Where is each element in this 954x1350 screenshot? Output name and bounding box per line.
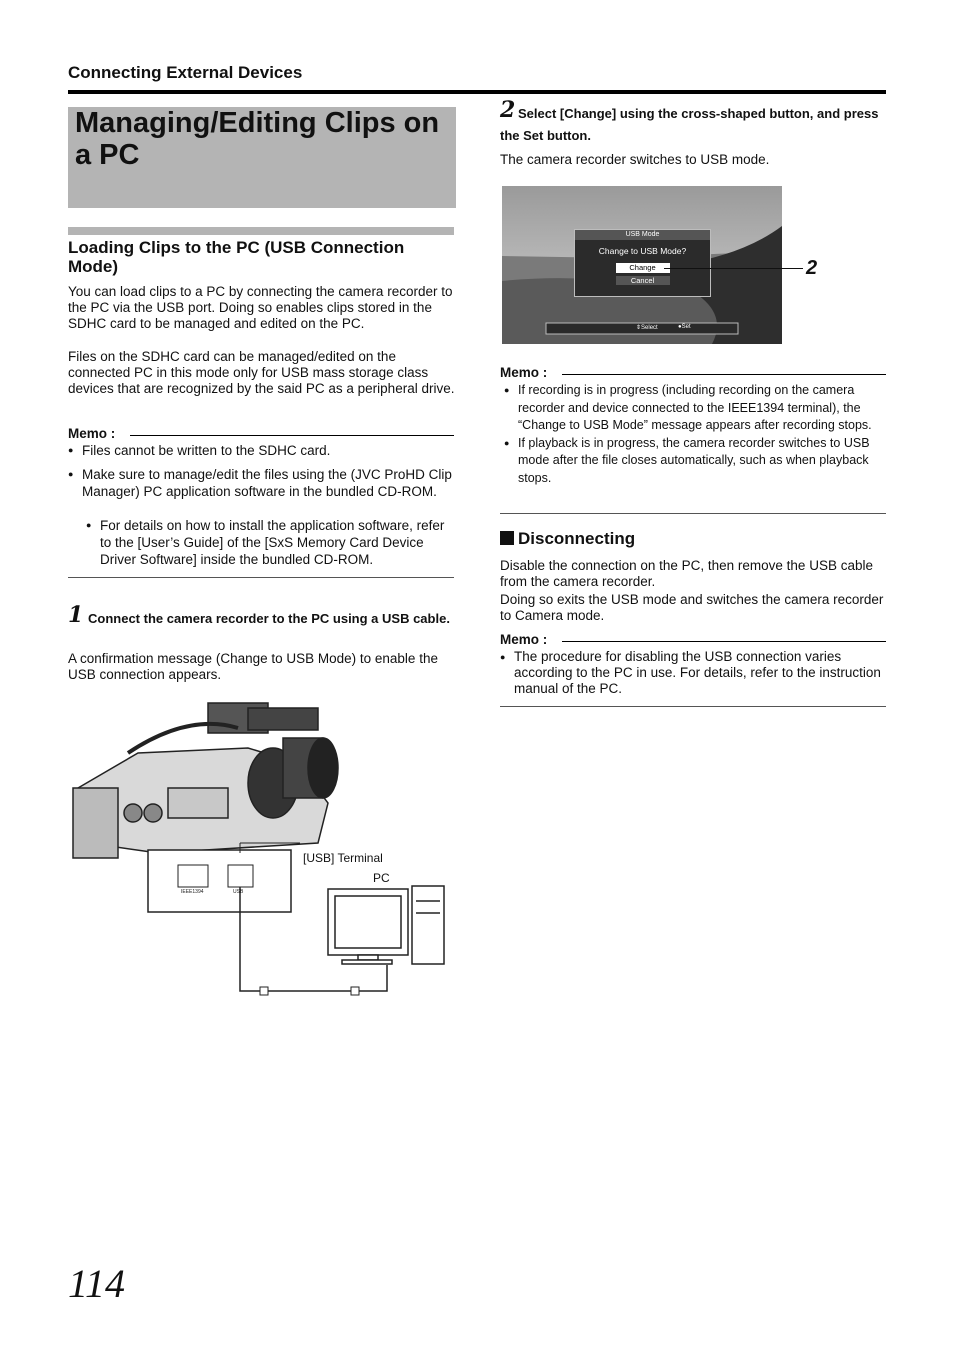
memo-list-3 [500, 649, 886, 698]
memo-rule-2 [562, 374, 886, 375]
footer-select-hint: ⇕Select [636, 325, 658, 331]
memo-label-2: Memo : [500, 365, 548, 380]
memo-end-rule-1 [68, 577, 454, 578]
disconnecting-heading: Disconnecting [518, 529, 636, 548]
memo-list-1 [68, 442, 456, 500]
page-title: Managing/Editing Clips on a PC [75, 107, 440, 171]
pc-illustration [328, 886, 444, 964]
ieee-label: IEEE1394 [181, 889, 204, 895]
step-2-description: The camera recorder switches to USB mode. [500, 152, 770, 167]
disconnect-para-1: Disable the connection on the PC, then remove the USB cable from the camera recorder. [500, 558, 873, 590]
memo-item: ● If playback is in progress, the camera recorder switches to USB mode after the file closes automatically, such as when playback stops. [504, 435, 886, 488]
page-number: 114 [68, 1261, 126, 1306]
step-1-number: 1 [68, 602, 84, 628]
square-bullet-icon [500, 531, 514, 545]
loading-heading: Loading Clips to the PC (USB Connection Mode) [68, 238, 405, 276]
memo-end-rule-3 [500, 706, 886, 707]
dialog-title: USB Mode [575, 230, 710, 240]
memo-label-3: Memo : [500, 632, 548, 647]
dialog-question: Change to USB Mode? [598, 246, 687, 256]
header-rule [68, 90, 886, 94]
loading-para-2: Files on the SDHC card can be managed/edited on the connected PC in this mode only for USB mass storage class devices that are recognized by the said PC as a peripheral drive. [68, 349, 455, 397]
change-option[interactable]: Change [616, 263, 670, 273]
cancel-option[interactable]: Cancel [616, 276, 670, 285]
memo-end-rule-2 [500, 513, 886, 514]
memo-rule-1 [130, 435, 454, 436]
step-1-description: A confirmation message (Change to USB Mode) to enable the USB connection appears. [68, 651, 438, 683]
terminal-inset [148, 850, 291, 912]
callout-line [664, 268, 803, 269]
subheading-bar [68, 227, 454, 235]
memo-subitem: ● For details on how to install the application software, refer to the [User’s Guide] of the [SxS Memory Card Device Driver Software] inside the bundled CD-ROM. [86, 517, 454, 568]
step-1-instruction: Connect the camera recorder to the PC using a USB cable. [88, 611, 450, 626]
memo-sublist-1 [86, 517, 454, 568]
cable-connector [351, 987, 359, 995]
step-2-instruction: Select [Change] using the cross-shaped button, and press the Set button. [500, 106, 879, 143]
footer-set-hint: ●Set [678, 324, 691, 330]
callout-number: 2 [806, 257, 818, 279]
usb-terminal-label: [USB] Terminal [303, 851, 383, 865]
memo-item: ● The procedure for disabling the USB connection varies according to the PC in use. For details, refer to the instruction manual of the PC. [500, 649, 886, 698]
memo-item: ● Files cannot be written to the SDHC card. [68, 442, 456, 459]
step-2-number: 2 [500, 97, 516, 123]
loading-para-1: You can load clips to a PC by connecting the camera recorder to the PC via the USB port. Doing so enables clips stored in the SDHC card to be managed and edited on the PC. [68, 284, 453, 332]
memo-item: ● Make sure to manage/edit the files using the (JVC ProHD Clip Manager) PC application software in the bundled CD-ROM. [68, 466, 456, 500]
memo-label-1: Memo : [68, 426, 116, 441]
memo-item: ● If recording is in progress (including recording on the camera recorder and device connected to the IEEE1394 terminal), the “Change to USB Mode” message appears after recording stops. [504, 382, 886, 435]
pc-label: PC [373, 871, 390, 885]
camera-pc-connection-figure [68, 693, 458, 998]
usb-mode-dialog [574, 229, 711, 297]
section-header: Connecting External Devices [68, 63, 303, 82]
memo-list-2 [504, 382, 886, 487]
usb-label: USB [233, 889, 244, 895]
camcorder-illustration [73, 703, 338, 858]
memo-rule-3 [562, 641, 886, 642]
cable-connector [260, 987, 268, 995]
disconnect-para-2: Doing so exits the USB mode and switches the camera recorder to Camera mode. [500, 592, 884, 624]
